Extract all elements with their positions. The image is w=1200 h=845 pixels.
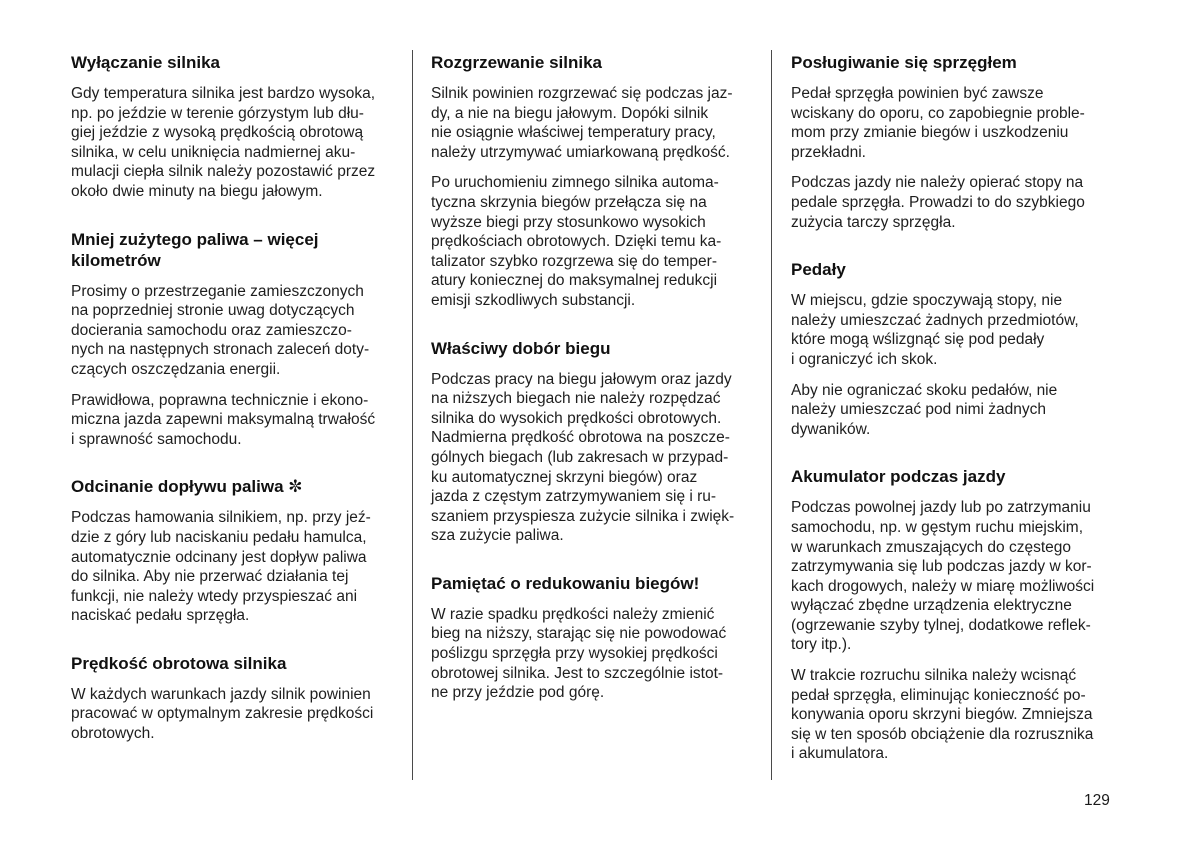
text-column-right: [791, 52, 1117, 764]
section-heading: Posługiwanie się sprzęgłem: [791, 53, 1017, 72]
section: [71, 229, 397, 450]
column-divider: [412, 50, 413, 780]
section: [71, 52, 397, 202]
section-heading: Rozgrzewanie silnika: [431, 53, 602, 72]
section-heading: Właściwy dobór biegu: [431, 338, 611, 358]
section: [431, 338, 757, 546]
section-heading: Pedały: [791, 260, 846, 280]
page-number: 129: [1084, 792, 1110, 809]
body-paragraph: W każdych warunkach jazdy silnik powinien pracować w optymalnym zakresie prędkości obrotowych.: [71, 685, 374, 743]
body-paragraph: Prawidłowa, poprawna technicznie i ekono- miczna jazda zapewni maksymalną trwałość i sprawność samochodu.: [71, 391, 376, 448]
section: [431, 573, 757, 703]
body-paragraph: W razie spadku prędkości należy zmienić bieg na niższy, starając się nie powodować poślizgu sprzęgła przy wysokiej prędkości obrotowej silnika. Jest to szczególnie istot- ne przy jeździe pod górę.: [431, 605, 727, 702]
section-heading: Prędkość obrotowa silnika: [71, 653, 287, 673]
text-column-left: [71, 52, 397, 744]
section: [431, 52, 757, 311]
body-paragraph: W trakcie rozruchu silnika należy wcisnąć pedał sprzęgła, eliminując konieczność po- konywania oporu skrzyni biegów. Zmniejsza się w ten sposób obciążenie dla rozrusznika i akumulatora.: [791, 667, 1094, 763]
section: [791, 466, 1117, 764]
body-paragraph: Podczas pracy na biegu jałowym oraz jazdy na niższych biegach nie należy rozpędzać silnika do wysokich prędkości obrotowych. Nadmierna prędkość obrotowa na poszcze- gólnych biegach (lub zakresach w przypad- ku automatycznej skrzyni biegów) oraz jazda z częstym zatrzymywaniem się i ru- szaniem przyspiesza zużycie silnika i zwięk- sza zużycie paliwa.: [431, 370, 735, 545]
body-paragraph: W miejscu, gdzie spoczywają stopy, nie należy umieszczać żadnych przedmiotów, które mogą wślizgnąć się pod pedały i ograniczyć ich skok.: [791, 292, 1079, 368]
body-paragraph: Gdy temperatura silnika jest bardzo wysoka, np. po jeździe w terenie górzystym lub dłu- giej jeździe z wysoką prędkością obrotową silnika, w celu uniknięcia nadmiernej aku- mulacji ciepła silnik należy pozostawić przez około dwie minuty na biegu jałowym.: [71, 85, 376, 200]
section: [791, 52, 1117, 232]
body-paragraph: Podczas jazdy nie należy opierać stopy na pedale sprzęgła. Prowadzi to do szybkiego zużycia tarczy sprzęgła.: [791, 174, 1085, 231]
body-paragraph: Pedał sprzęgła powinien być zawsze wciskany do oporu, co zapobiegnie proble- mom przy zmianie biegów i uszkodzeniu przekładni.: [791, 85, 1085, 161]
section-heading: Akumulator podczas jazdy: [791, 467, 1006, 487]
column-divider: [771, 50, 772, 780]
section-heading: Wyłączanie silnika: [71, 53, 220, 72]
body-paragraph: Podczas hamowania silnikiem, np. przy jeź- dzie z góry lub naciskaniu pedału hamulca, automatycznie odcinany jest dopływ paliwa do silnika. Aby nie przerwać działania tej funkcji, nie należy wtedy przyspieszać ani naciskać pedału sprzęgła.: [71, 509, 371, 625]
body-paragraph: Prosimy o przestrzeganie zamieszczonych na poprzedniej stronie uwag dotyczących docierania samochodu oraz zamieszczo- nych na następnych stronach zaleceń doty- czących oszczędzania energii.: [71, 282, 370, 378]
body-paragraph: Aby nie ograniczać skoku pedałów, nie należy umieszczać pod nimi żadnych dywaników.: [791, 381, 1058, 438]
section-heading: Pamiętać o redukowaniu biegów!: [431, 573, 700, 593]
section: [71, 476, 397, 626]
text-column-middle: [431, 52, 757, 703]
body-paragraph: Po uruchomieniu zimnego silnika automa- tyczna skrzynia biegów przełącza się na wyższe biegi przy stosunkowo wysokich prędkościach obrotowych. Dzięki temu ka- talizator szybko rozgrzewa się do temper- atury koniecznej do maksymalnej redukcji emisji szkodliwych substancji.: [431, 174, 722, 309]
body-paragraph: Silnik powinien rozgrzewać się podczas jaz- dy, a nie na biegu jałowym. Dopóki silnik nie osiągnie właściwej temperatury pracy, należy utrzymywać umiarkowaną prędkość.: [431, 85, 733, 161]
section-heading: Odcinanie dopływu paliwa ✼: [71, 477, 303, 497]
body-paragraph: Podczas powolnej jazdy lub po zatrzymaniu samochodu, np. w gęstym ruchu miejskim, w warunkach zmuszających do częstego zatrzymywania się lub podczas jazdy w kor- kach drogowych, należy w miarę możliwości wyłączać zbędne urządzenia elektryczne (ogrzewanie szyby tylnej, dodatkowe reflek- tory itp.).: [791, 499, 1095, 654]
section: [791, 259, 1117, 439]
section-heading: Mniej zużytego paliwa – więcej kilometrów: [71, 229, 319, 270]
section: [71, 653, 397, 744]
